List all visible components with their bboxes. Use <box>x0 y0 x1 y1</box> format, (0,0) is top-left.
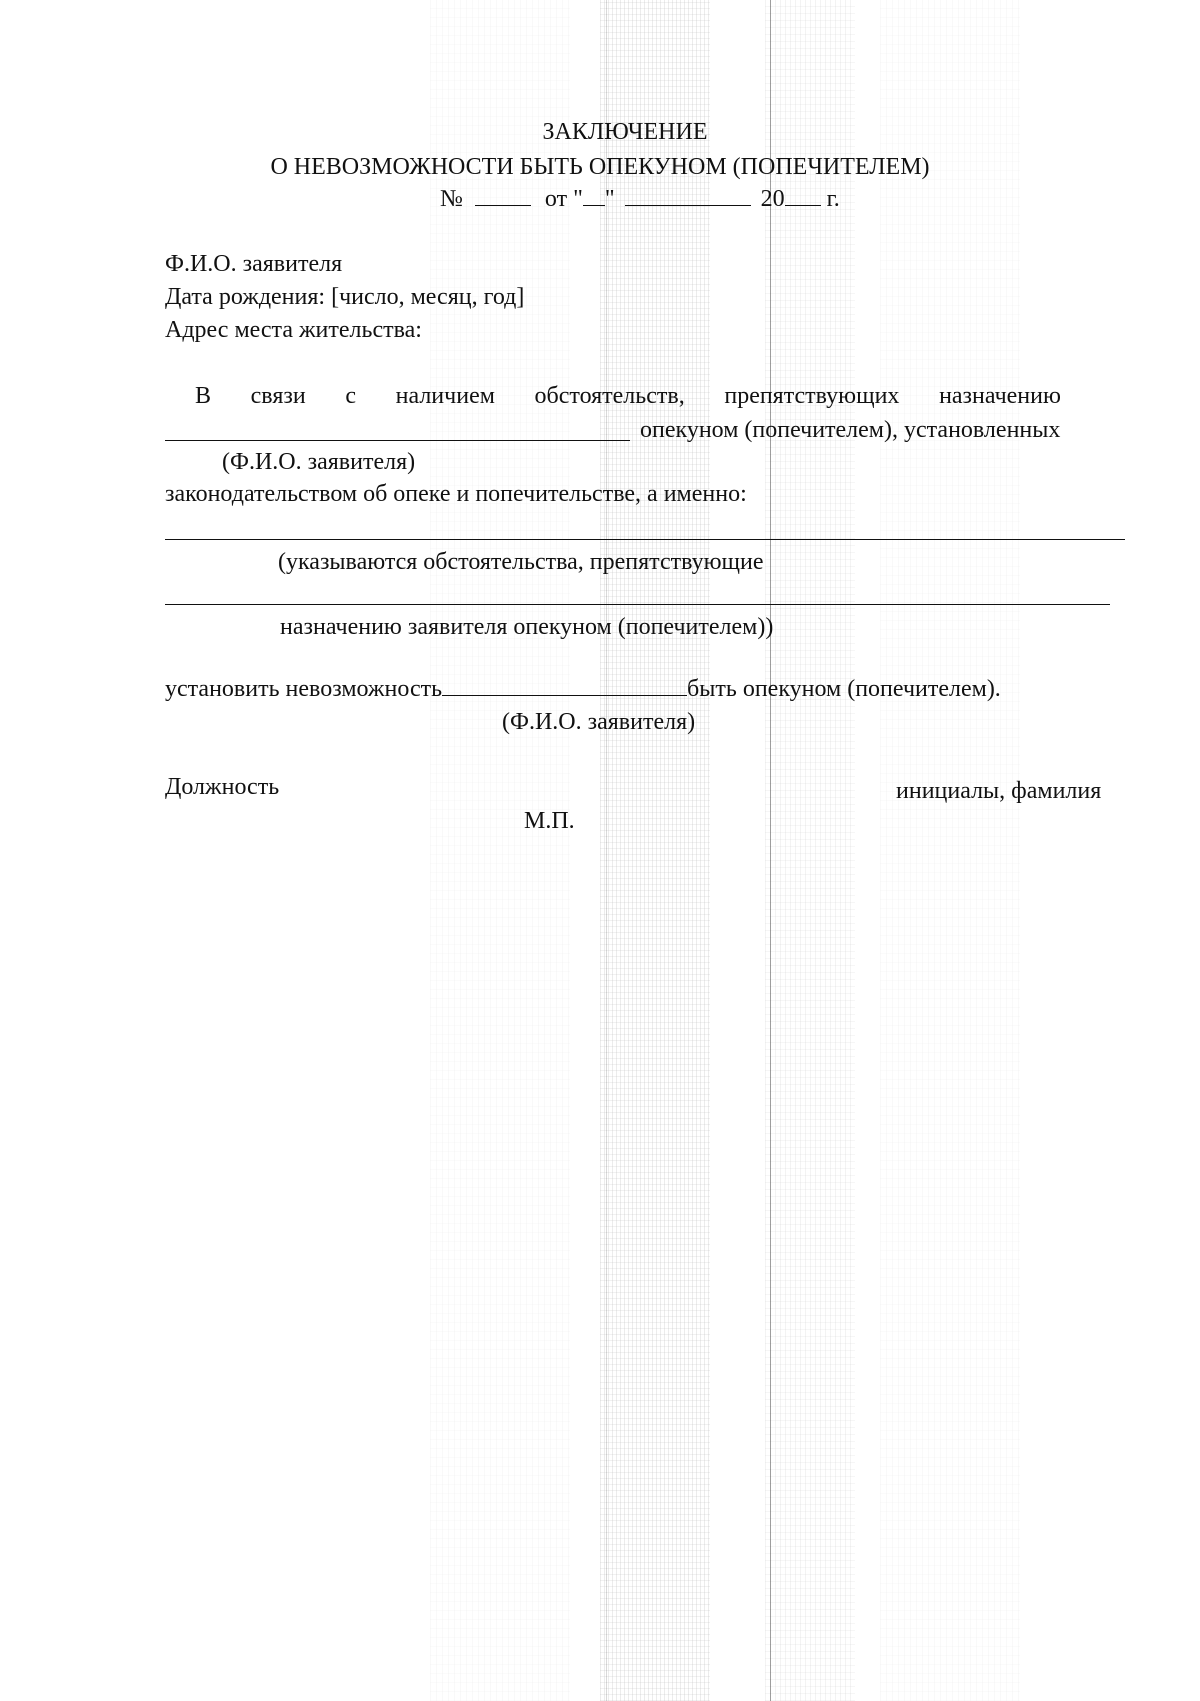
intro-word: препятствующих <box>724 383 900 409</box>
scan-line <box>606 0 607 1701</box>
number-sign: № <box>440 186 463 212</box>
position-label: Должность <box>165 774 280 800</box>
document-number-line <box>440 185 840 213</box>
scan-noise-band <box>880 0 1020 1701</box>
fio-caption: (Ф.И.О. заявителя) <box>222 449 416 475</box>
intro-word: обстоятельств, <box>534 383 685 409</box>
circumstances-caption-2: назначению заявителя опекуном (попечителем)) <box>280 614 774 640</box>
intro-word: назначению <box>939 383 1061 409</box>
circumstances-blank-2 <box>165 604 1110 605</box>
intro-word: В <box>195 383 212 409</box>
intro-word: наличием <box>395 383 495 409</box>
scan-noise-band <box>600 0 710 1701</box>
establish-line <box>165 675 1001 703</box>
scan-line <box>770 0 771 1701</box>
intro-word: связи <box>250 383 306 409</box>
month-blank <box>625 185 751 206</box>
legislation-text: законодательством об опеке и попечительстве, а именно: <box>165 481 747 507</box>
establish-name-blank <box>442 675 687 696</box>
document-subtitle: О НЕВОЗМОЖНОСТИ БЫТЬ ОПЕКУНОМ (ПОПЕЧИТЕЛЕМ) <box>270 154 930 180</box>
applicant-address-label: Адрес места жительства: <box>165 317 422 343</box>
guardian-established-text: опекуном (попечителем), установленных <box>640 417 1061 443</box>
intro-word: с <box>345 383 356 409</box>
from-label: от " <box>544 186 583 212</box>
day-blank <box>583 185 605 206</box>
applicant-birth-label: Дата рождения: [число, месяц, год] <box>165 284 525 310</box>
year-prefix: 20 <box>760 186 785 212</box>
initials-surname-label: инициалы, фамилия <box>896 778 1102 804</box>
circumstances-caption-1: (указываются обстоятельства, препятствующие <box>278 549 764 575</box>
establish-suffix: быть опекуном (попечителем). <box>687 676 1001 702</box>
fio-caption: (Ф.И.О. заявителя) <box>502 709 696 735</box>
intro-line <box>195 382 1061 410</box>
document-title: ЗАКЛЮЧЕНИЕ <box>542 119 708 145</box>
scan-noise-band <box>430 0 570 1701</box>
establish-prefix: установить невозможность <box>165 676 443 702</box>
year-blank <box>785 185 821 206</box>
quote-mark: " <box>604 186 615 212</box>
year-suffix: г. <box>826 186 840 212</box>
number-blank <box>475 185 531 206</box>
scan-noise-band <box>765 0 855 1701</box>
seal-label: М.П. <box>524 808 575 834</box>
circumstances-blank-1 <box>165 539 1125 540</box>
applicant-name-label: Ф.И.О. заявителя <box>165 251 343 277</box>
applicant-name-blank <box>165 440 630 441</box>
